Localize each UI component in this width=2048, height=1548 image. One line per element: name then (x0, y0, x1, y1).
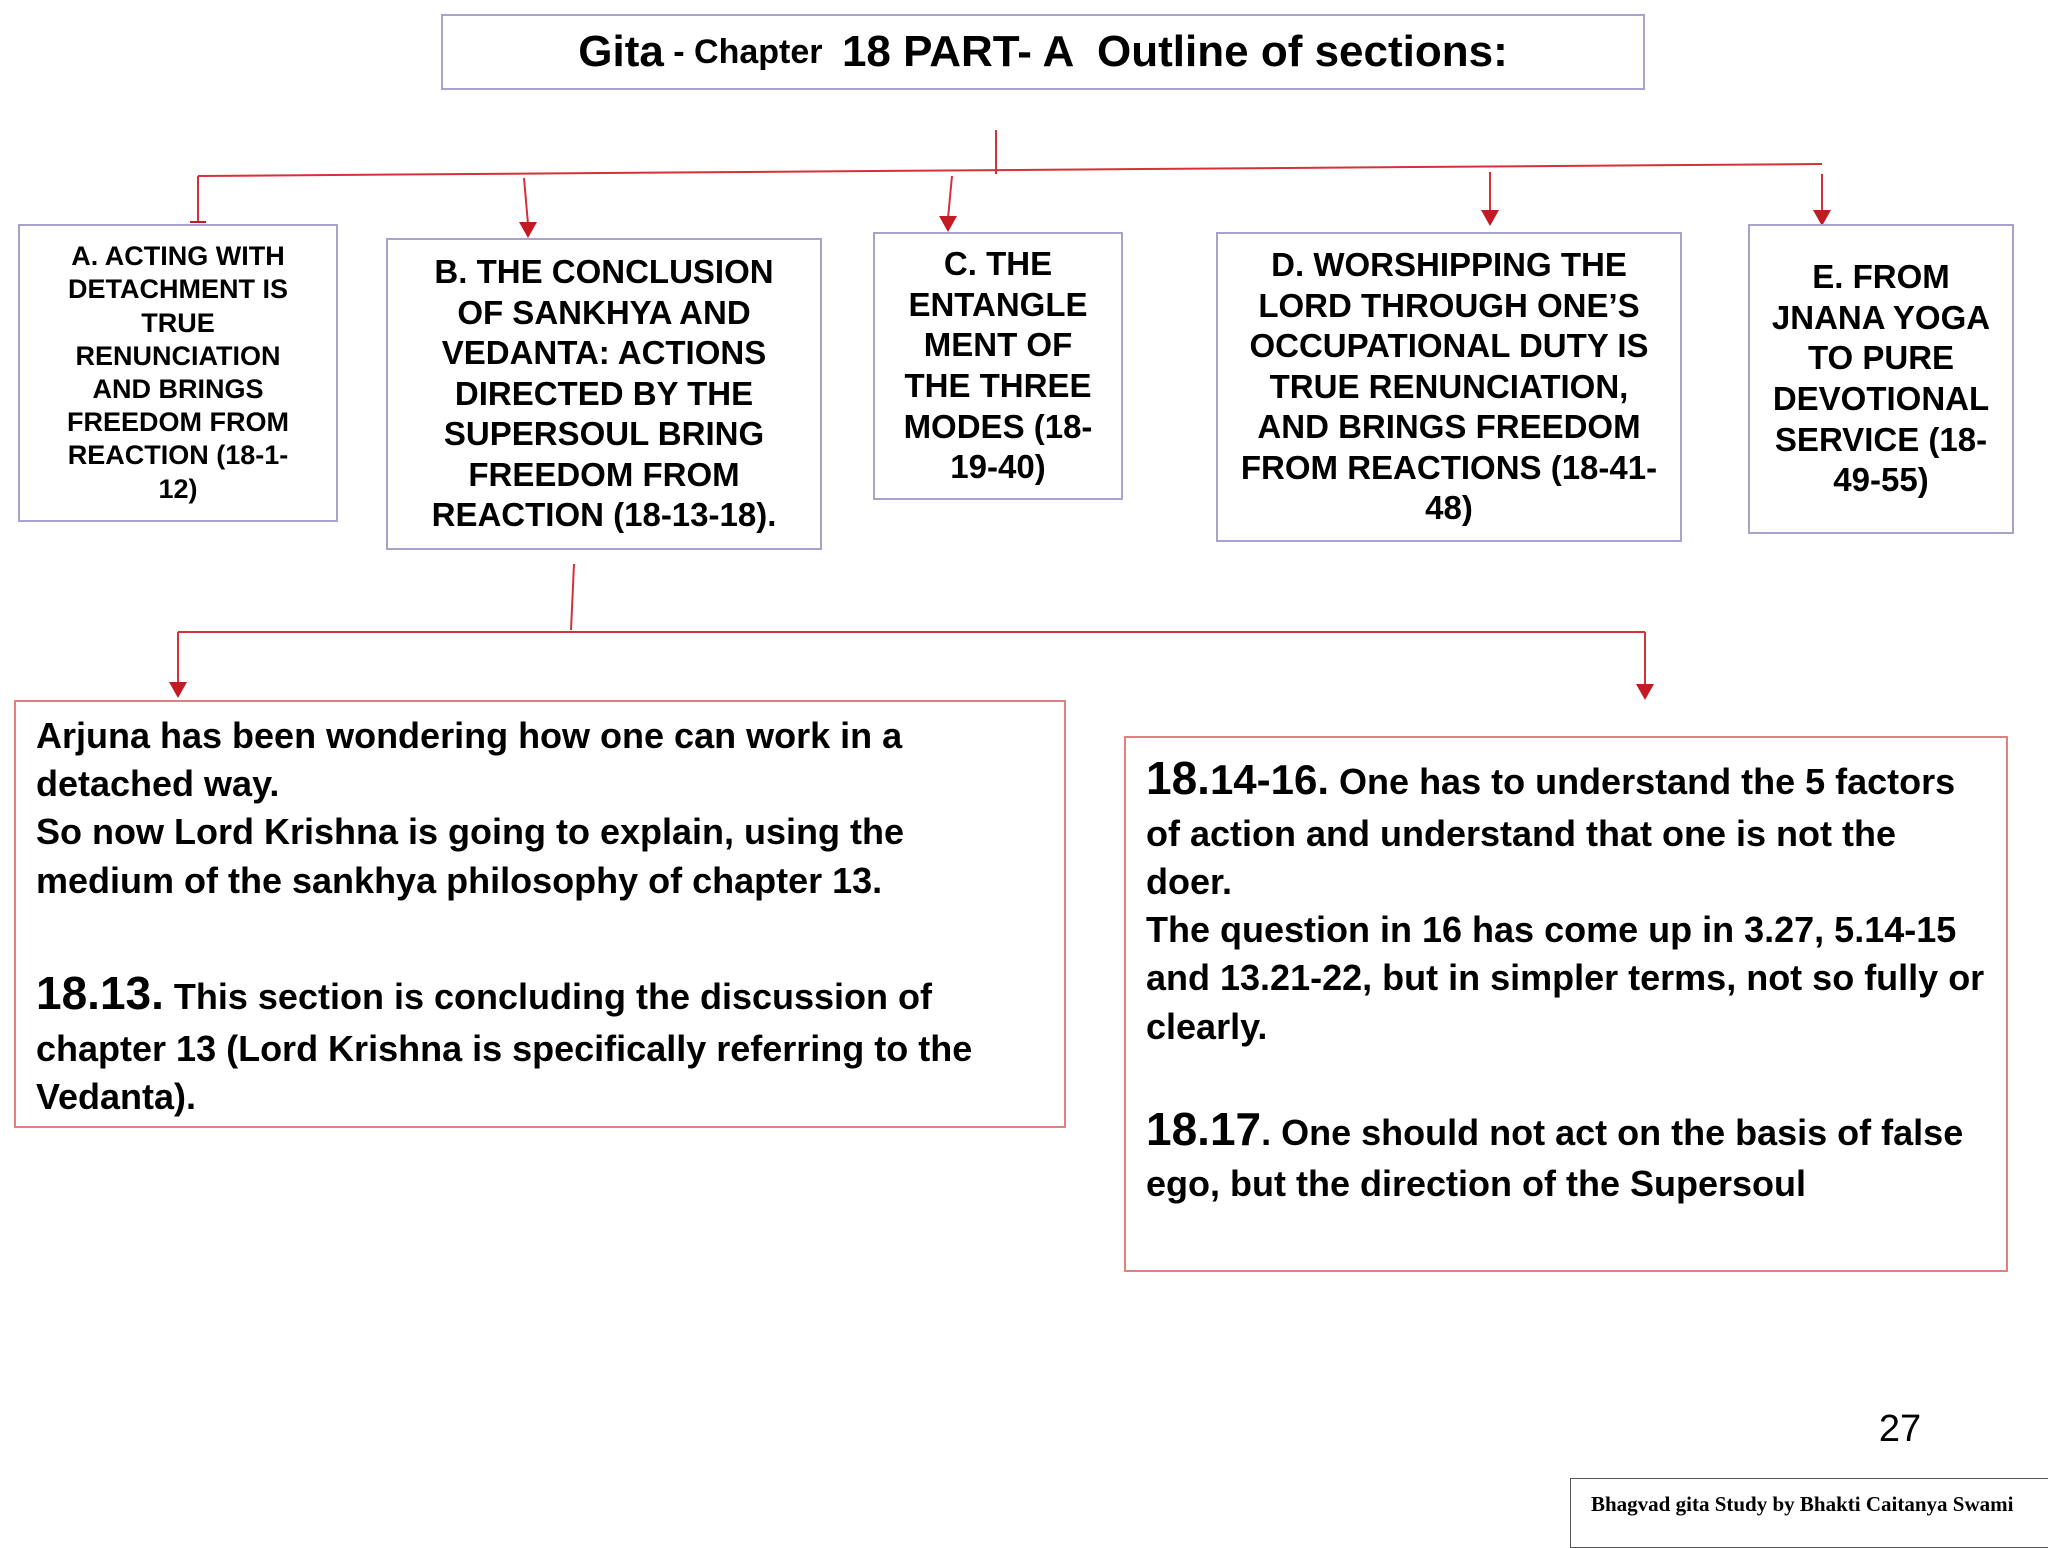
footer-credit (1570, 1478, 2048, 1548)
section-e-text: E. FROM JNANA YOGA TO PURE DEVOTIONAL SERVICE (18-49-55) (1771, 258, 1991, 499)
arrowhead-c (939, 216, 957, 232)
section-a-box (18, 224, 338, 522)
left-detail-ref-text: This section is concluding the discussion of chapter 13 (Lord Krishna is specifically referring to the Vedanta). (36, 975, 983, 1117)
section-c-box (873, 232, 1123, 500)
right-detail-ref1 (1146, 748, 1986, 906)
title-chapter: - Chapter (663, 32, 832, 71)
title-rest: 18 PART- A Outline of sections: (841, 27, 1508, 76)
section-d-box (1216, 232, 1682, 542)
section-b-box (386, 238, 822, 550)
section-c-text: C. THE ENTANGLE MENT OF THE THREE MODES (18-19-40) (903, 245, 1093, 486)
left-detail-ref (36, 963, 1044, 1121)
title-box (441, 14, 1645, 90)
left-detail-intro-2: So now Lord Krishna is going to explain, using the medium of the sankhya philosophy of chapter 13. (36, 811, 905, 901)
b-trunk-line (571, 564, 574, 630)
right-detail-ref2 (1146, 1099, 1986, 1209)
left-detail-intro-1: Arjuna has been wondering how one can work in a detached way. (36, 715, 903, 805)
spacer (1146, 1051, 1986, 1099)
right-detail-box (1124, 736, 2008, 1272)
section-b-text: B. THE CONCLUSION OF SANKHYA AND VEDANTA: ACTIONS DIRECTED BY THE SUPERSOUL BRING FREEDOM FROM REACTION (18-13-18). (431, 252, 777, 534)
drop-line-b (524, 178, 528, 224)
arrowhead-left-detail (169, 682, 187, 698)
arrowhead-b (519, 222, 537, 238)
section-d-text: D. WORSHIPPING THE LORD THROUGH ONE’S OCCUPATIONAL DUTY IS TRUE RENUNCIATION, AND BRINGS FREEDOM FROM REACTIONS (18-41-48) (1240, 245, 1658, 527)
right-detail-ref2-num: 18.17 (1146, 1102, 1262, 1155)
arrowhead-d (1481, 210, 1499, 226)
footer-text: Bhagvad gita Study by Bhakti Caitanya Swami (1591, 1492, 2014, 1516)
section-a-text: A. ACTING WITH DETACHMENT IS TRUE RENUNCIATION AND BRINGS FREEDOM FROM REACTION (18-1-12) (67, 241, 289, 504)
right-detail-para2: The question in 16 has come up in 3.27, 5.14-15 and 13.21-22, but in simpler terms, not so fully or clearly. (1146, 909, 1985, 1047)
top-bus-line (198, 164, 1822, 176)
arrowhead-right-detail (1636, 684, 1654, 700)
right-detail-ref2-text: . One should not act on the basis of false ego, but the direction of the Supersoul (1146, 1111, 1974, 1205)
spacer (36, 905, 1044, 963)
drop-line-c (948, 176, 952, 218)
right-detail-ref1-text: One has to understand the 5 factors of action and understand that one is not the doer. (1146, 761, 1966, 902)
section-e-box (1748, 224, 2014, 534)
title-gita: Gita (578, 27, 664, 76)
right-detail-ref1-a: 18. (1146, 752, 1210, 804)
left-detail-box (14, 700, 1066, 1128)
slide-number: 27 (1878, 1408, 1922, 1450)
right-detail-ref1-b: 14-16. (1209, 756, 1330, 803)
left-detail-ref-num: 18.13. (36, 966, 164, 1019)
